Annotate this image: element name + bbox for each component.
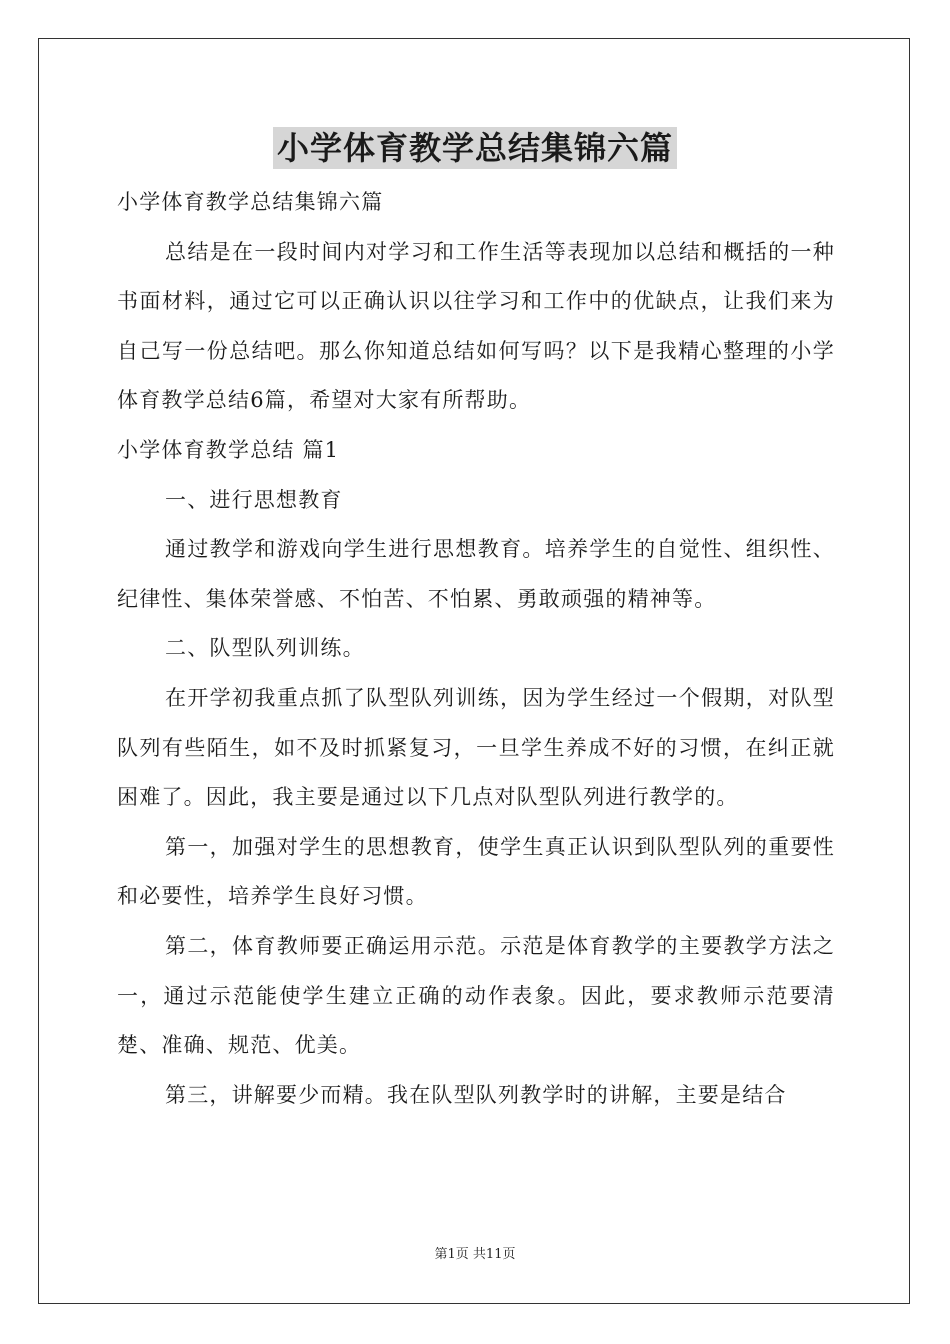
paragraph: 在开学初我重点抓了队型队列训练，因为学生经过一个假期，对队型队列有些陌生，如不及时抓紧复习，一旦学生养成不好的习惯，在纠正就困难了。因此，我主要是通过以下几点对队型队列进行教学的。 <box>117 685 835 810</box>
subsection-heading: 一、进行思想教育 <box>165 487 343 512</box>
paragraph-intro: 总结是在一段时间内对学习和工作生活等表现加以总结和概括的一种书面材料，通过它可以正确认识以往学习和工作中的优缺点，让我们来为自己写一份总结吧。那么你知道总结如何写吗？以下是我精心整理的小学体育教学总结6篇，希望对大家有所帮助。 <box>117 239 835 413</box>
document-body <box>117 178 835 1120</box>
paragraph: 通过教学和游戏向学生进行思想教育。培养学生的自觉性、组织性、纪律性、集体荣誉感、不怕苦、不怕累、勇敢顽强的精神等。 <box>117 537 835 611</box>
page-number-footer: 第1页 共11页 <box>434 1247 516 1262</box>
paragraph: 第三，讲解要少而精。我在队型队列教学时的讲解，主要是结合 <box>165 1082 787 1107</box>
paragraph: 第二，体育教师要正确运用示范。示范是体育教学的主要教学方法之一，通过示范能使学生建立正确的动作表象。因此，要求教师示范要清楚、准确、规范、优美。 <box>117 933 835 1058</box>
section-heading: 小学体育教学总结 篇1 <box>117 437 340 462</box>
document-subtitle: 小学体育教学总结集锦六篇 <box>117 190 384 214</box>
title-container <box>0 127 950 169</box>
subsection-heading: 二、队型队列训练。 <box>165 636 365 661</box>
document-title: 小学体育教学总结集锦六篇 <box>273 127 677 169</box>
paragraph: 第一，加强对学生的思想教育，使学生真正认识到队型队列的重要性和必要性，培养学生良好习惯。 <box>117 834 835 909</box>
